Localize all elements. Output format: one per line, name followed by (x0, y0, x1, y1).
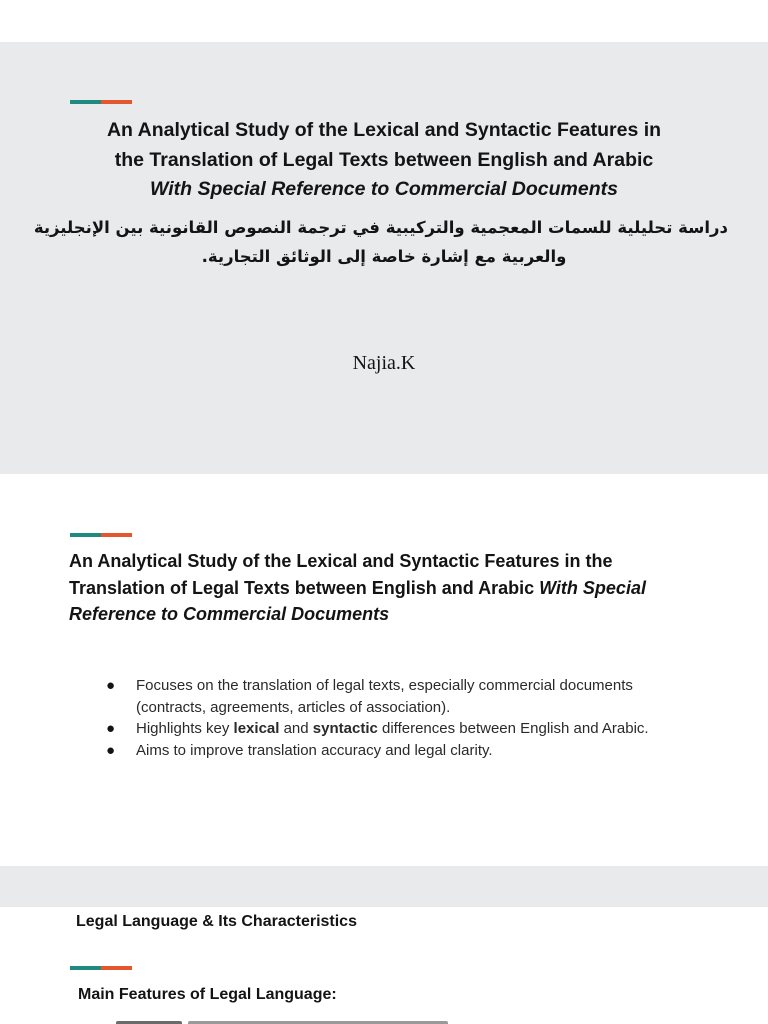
author-name: Najia.K (352, 352, 416, 374)
list-item (106, 740, 706, 762)
bullet-text: Aims to improve translation accuracy and legal clarity. (136, 741, 493, 759)
slide1-title-line2: the Translation of Legal Texts between English and Arabic (114, 148, 654, 171)
slide1-title (40, 116, 728, 205)
slide2-title-line1: An Analytical Study of the Lexical and Syntactic Features in the (69, 551, 613, 571)
accent-bar-teal (70, 100, 101, 104)
slide2-title-line2-italic: With Special (539, 577, 646, 598)
slide2-title (69, 548, 709, 628)
bullet-text-syntactic: syntactic (312, 720, 378, 737)
bullet-text-line2: (contracts, agreements, articles of association). (136, 698, 451, 716)
slide1-arabic-title (33, 213, 728, 271)
slide1-arabic-line1: دراسة تحليلية للسمات المعجمية والتركيبية في ترجمة النصوص القانونية بين الإنجليزية (33, 218, 728, 237)
bullet-text-pre: Highlights key (136, 720, 234, 737)
bullet-text-post: differences between English and Arabic. (377, 720, 649, 737)
accent-bar-orange (101, 966, 132, 970)
accent-bar-orange (101, 100, 132, 104)
slide2-title-line2-regular: Translation of Legal Texts between English and Arabic (69, 577, 540, 598)
summary-bullet-list (106, 675, 706, 761)
bullet-icon: ● (106, 720, 116, 737)
bullet-text-line1: Focuses on the translation of legal texts, especially commercial documents (136, 677, 633, 694)
accent-bar-teal (70, 533, 101, 537)
bullet-text-mid: and (279, 720, 313, 737)
list-item (106, 718, 706, 740)
slide2-title-line2 (69, 575, 709, 602)
slide3-header-band (0, 866, 768, 907)
slide3-subheading: Main Features of Legal Language: (78, 986, 337, 1003)
accent-bar-teal (70, 966, 101, 970)
accent-bar (70, 966, 132, 970)
accent-bar (70, 533, 132, 537)
bullet-icon: ● (106, 741, 116, 759)
list-item (106, 675, 706, 718)
slide2-title-line3: Reference to Commercial Documents (69, 604, 390, 625)
slide3-heading: Legal Language & Its Characteristics (76, 913, 357, 930)
cut-off-text-line (100, 1016, 480, 1024)
slide1-title-line3: With Special Reference to Commercial Documents (150, 178, 618, 200)
slide1-arabic-line2: والعربية مع إشارة خاصة إلى الوثائق التجارية. (201, 247, 567, 266)
bullet-text-lexical: lexical (233, 720, 280, 737)
bullet-text (136, 720, 649, 737)
bullet-icon: ● (106, 677, 116, 694)
accent-bar (70, 100, 132, 104)
accent-bar-orange (101, 533, 132, 537)
slide1-title-line1: An Analytical Study of the Lexical and Syntactic Features in (106, 119, 662, 141)
